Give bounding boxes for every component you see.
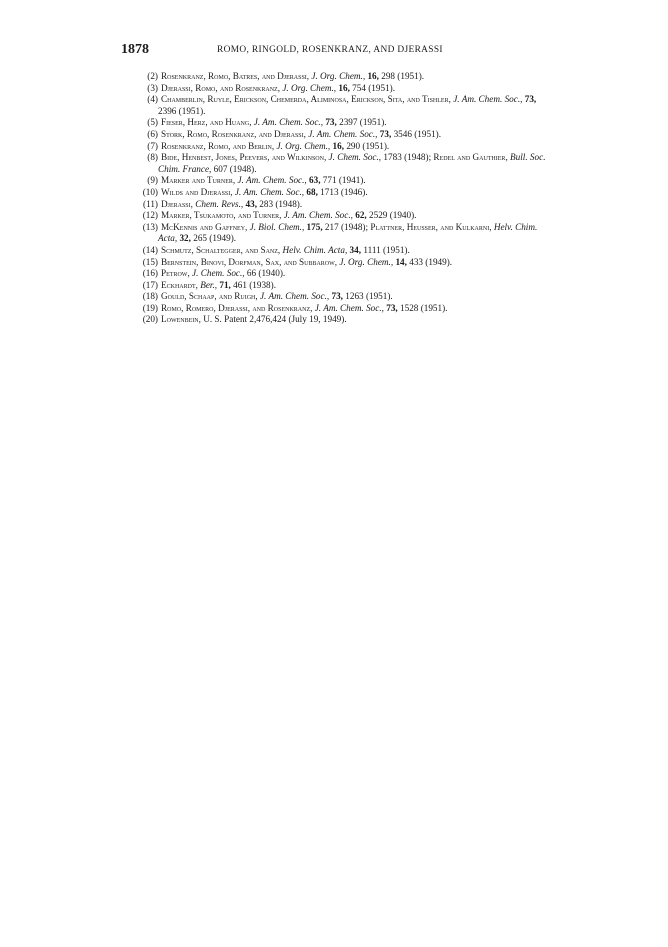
running-head: ROMO, RINGOLD, ROSENKRANZ, AND DJERASSI <box>217 45 443 55</box>
reference-item: (13) McKennis and Gaffney, J. Biol. Chem., 175, 217 (1948); Plattner, Heusser, and Kulkarni, Helv. Chim. Acta, 32, 265 (1949). <box>142 221 538 244</box>
reference-list <box>121 71 546 338</box>
reference-item: (14) Schmutz, Schaltegger, and Sanz, Helv. Chim. Acta, 34, 1111 (1951). <box>142 244 410 255</box>
reference-item: (11) Djerassi, Chem. Revs., 43, 283 (1948). <box>143 198 303 209</box>
reference-item: (9) Marker and Turner, J. Am. Chem. Soc., 63, 771 (1941). <box>147 175 366 186</box>
page-header <box>121 42 541 58</box>
reference-item <box>121 326 546 338</box>
reference-item: (6) Stork, Romo, Rosenkranz, and Djerassi, J. Am. Chem. Soc., 73, 3546 (1951). <box>147 128 442 139</box>
reference-item: (19) Romo, Romero, Djerassi, and Rosenkranz, J. Am. Chem. Soc., 73, 1528 (1951). <box>142 302 448 313</box>
reference-item: (15) Bernstein, Binovi, Dorfman, Sax, and Subbarow, J. Org. Chem., 14, 433 (1949). <box>142 256 453 267</box>
reference-item: (12) Marker, Tsukamoto, and Turner, J. Am. Chem. Soc., 62, 2529 (1940). <box>142 210 417 221</box>
page-number: 1878 <box>121 42 149 57</box>
reference-item: (5) Fieser, Herz, and Huang, J. Am. Chem. Soc., 73, 2397 (1951). <box>147 117 387 128</box>
reference-item: (20) Lowenbein, U. S. Patent 2,476,424 (July 19, 1949). <box>142 314 347 325</box>
reference-item: (16) Petrow, J. Chem. Soc., 66 (1940). <box>142 268 286 279</box>
reference-item: (3) Djerassi, Romo, and Rosenkranz, J. Org. Chem., 16, 754 (1951). <box>147 82 396 93</box>
reference-item: (7) Rosenkranz, Romo, and Berlin, J. Org. Chem., 16, 290 (1951). <box>147 140 390 151</box>
reference-item: (4) Chamberlin, Ruyle, Erickson, Chemerda, Aliminosa, Erickson, Sita, and Tishler, J. Am. Chem. Soc., 73, 2396 (1951). <box>147 94 537 116</box>
reference-item: (10) Wilds and Djerassi, J. Am. Chem. Soc., 68, 1713 (1946). <box>142 186 368 197</box>
reference-item: (18) Gould, Schaap, and Ruigh, J. Am. Chem. Soc., 73, 1263 (1951). <box>142 291 393 302</box>
reference-item: (17) Eckhardt, Ber., 71, 461 (1938). <box>142 279 277 290</box>
reference-item: (8) Bide, Henbest, Jones, Peevers, and Wilkinson, J. Chem. Soc., 1783 (1948); Redel and Gauthier, Bull. Soc. Chim. France, 607 (1948). <box>147 152 546 174</box>
reference-item: (2) Rosenkranz, Romo, Batres, and Djerassi, J. Org. Chem., 16, 298 (1951). <box>147 71 425 81</box>
